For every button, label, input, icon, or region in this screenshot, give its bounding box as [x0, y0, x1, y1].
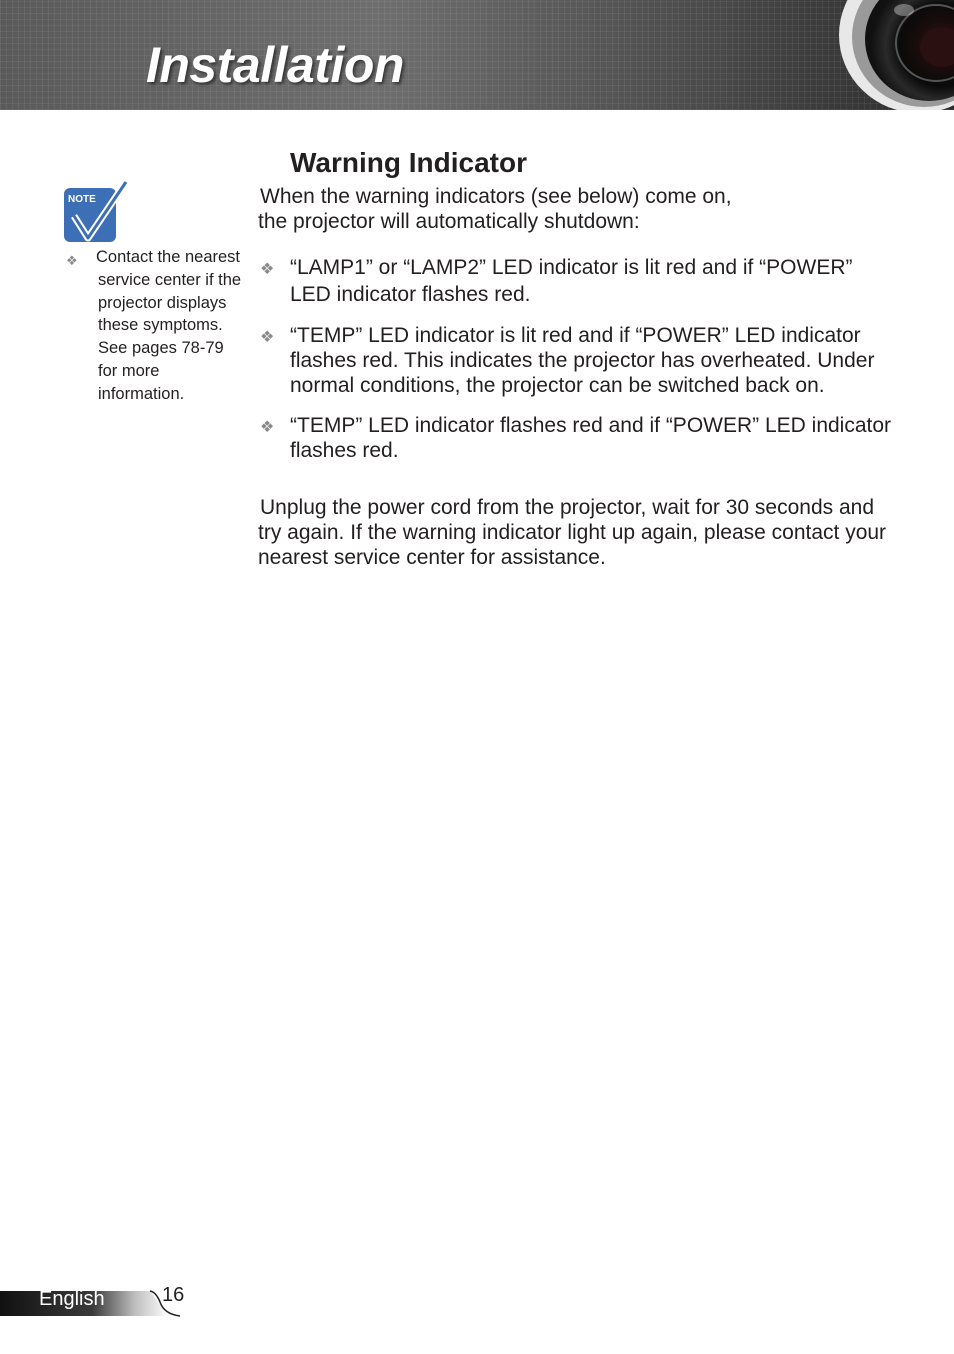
- note-body: Contact the nearest service center if the projector displays these symptoms. See pages 78-79 for more information.: [96, 248, 242, 403]
- list-item: [258, 323, 898, 398]
- intro-paragraph: [258, 184, 898, 234]
- warning-list: [258, 254, 898, 478]
- list-item: [258, 254, 898, 308]
- intro-line-1: When the warning indicators (see below) come on,: [260, 185, 732, 208]
- footer-language: English: [39, 1288, 105, 1310]
- bullet-icon: ❖: [260, 329, 275, 346]
- note-checkmark-icon: [62, 180, 130, 246]
- list-item-text: “TEMP” LED indicator is lit red and if “POWER” LED indicator flashes red. This indicates the projector has overheated. Under normal conditions, the projector can be switched back on.: [290, 324, 875, 397]
- outro-text: Unplug the power cord from the projector, wait for 30 seconds and try again. If the warning indicator light up again, please contact your nearest service center for assistance.: [258, 496, 887, 569]
- intro-line-2: the projector will automatically shutdown:: [258, 210, 640, 233]
- page-number: 16: [162, 1284, 185, 1306]
- bullet-icon: ❖: [260, 419, 275, 436]
- list-item-text: “LAMP1” or “LAMP2” LED indicator is lit red and if “POWER” LED indicator flashes red.: [290, 256, 853, 306]
- bullet-icon: ❖: [66, 253, 78, 268]
- projector-lens-icon: [824, 0, 954, 110]
- outro-paragraph: [258, 495, 898, 570]
- bullet-icon: ❖: [260, 261, 275, 278]
- page-title: Installation: [146, 37, 404, 93]
- list-item-text: “TEMP” LED indicator flashes red and if “POWER” LED indicator flashes red.: [290, 414, 892, 462]
- list-item: [258, 413, 898, 463]
- svg-text:NOTE: NOTE: [68, 194, 96, 205]
- section-title: Warning Indicator: [290, 147, 527, 178]
- header-banner: [0, 0, 954, 110]
- note-text: [66, 246, 246, 406]
